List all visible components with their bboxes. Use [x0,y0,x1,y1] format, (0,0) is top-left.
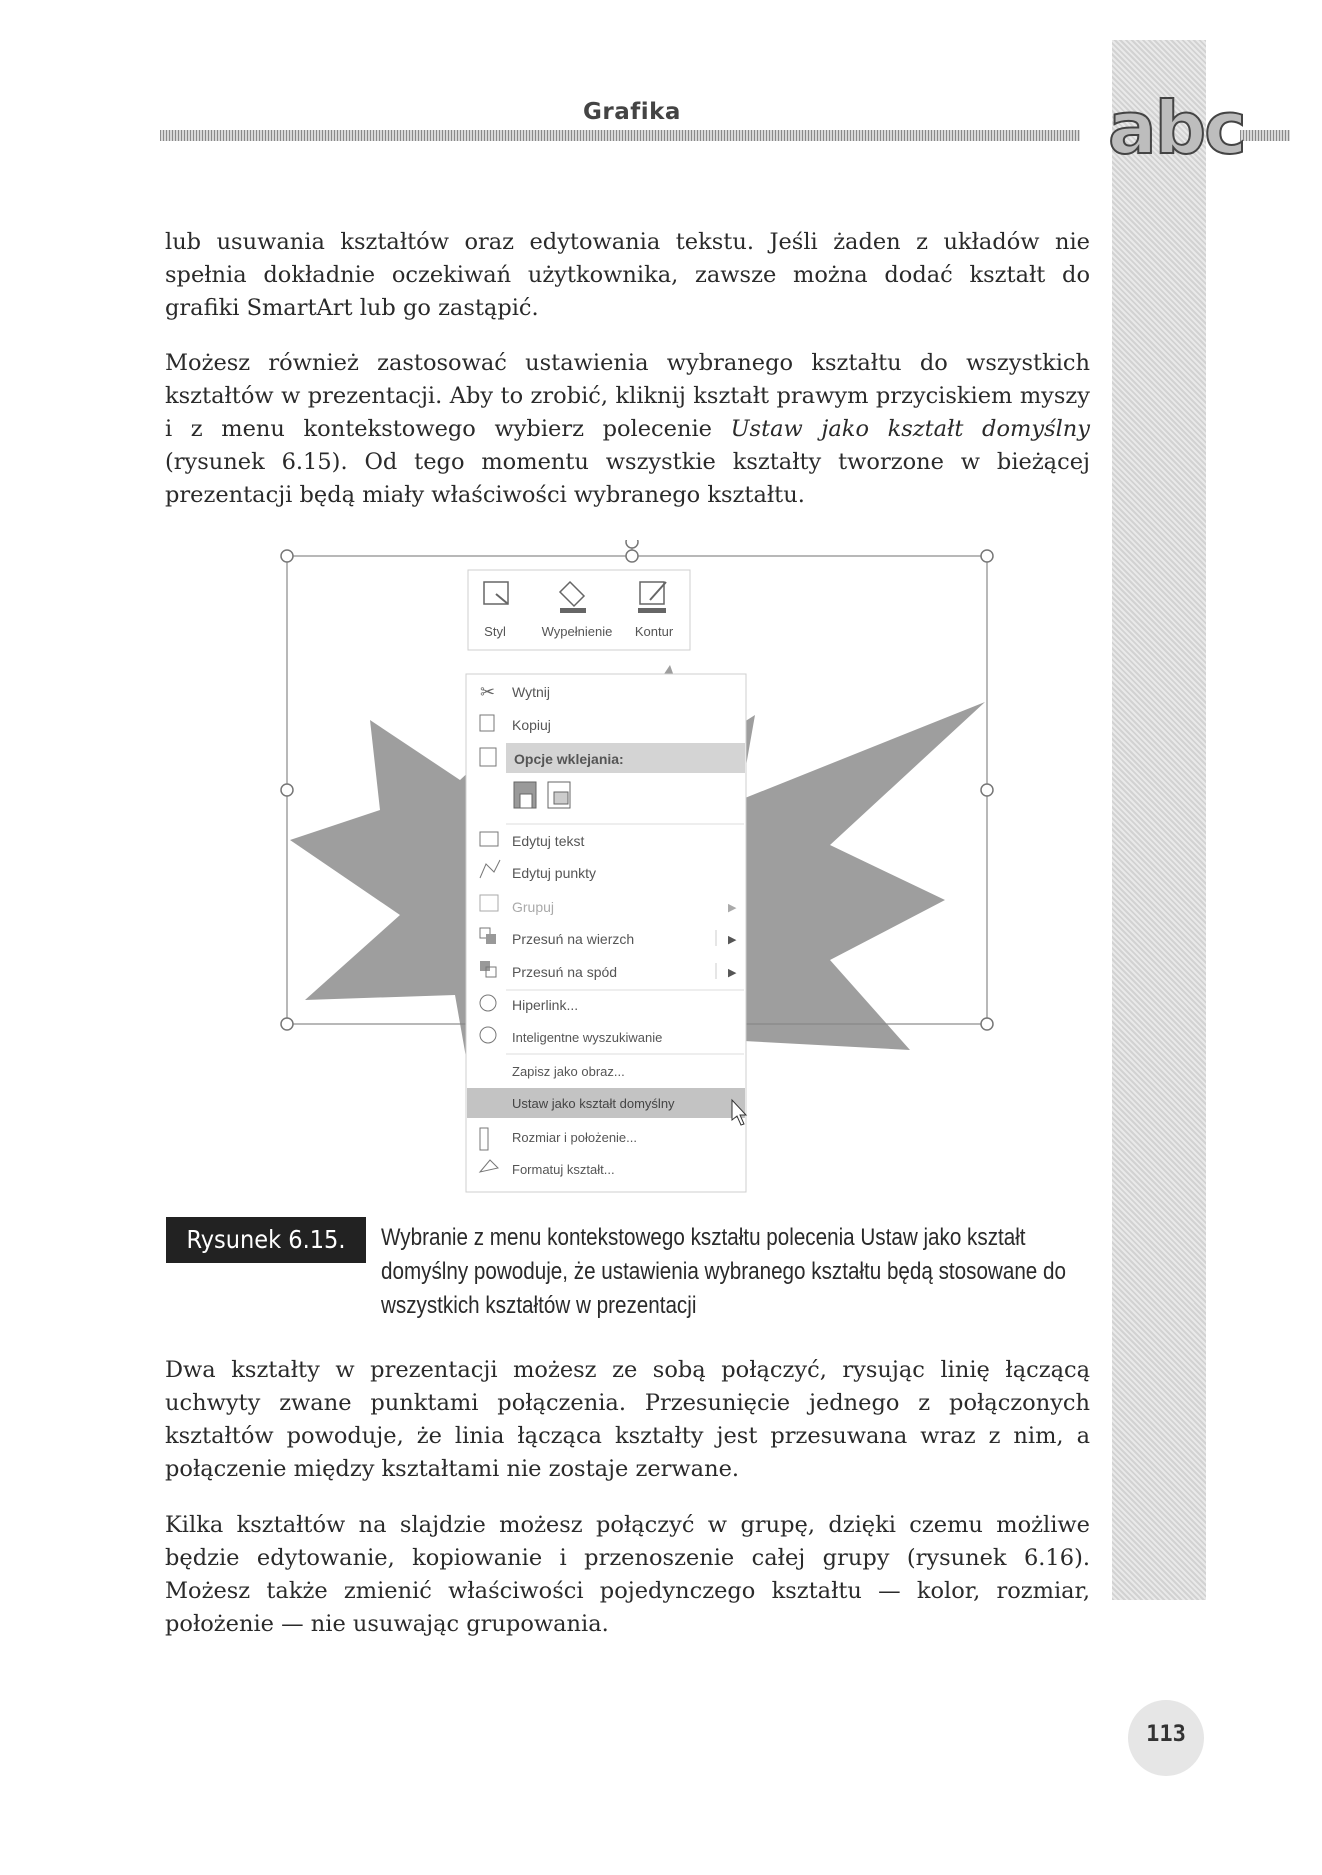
opcje-wklejania-label: Opcje wklejania: [514,751,624,767]
figure-label: Rysunek 6.15. [166,1217,366,1263]
kontur-label: Kontur [634,624,674,639]
paragraph-3: Dwa kształty w prezentacji możesz ze sobą połączyć, rysując linię łączącą uchwyty zwane punktami połączenia. Przesunięcie jednego z połączonych kształtów powoduje, że linia łącząca kształty jest przesuwana wraz z nim, a połączenie między kształtami nie zostaje zerwane. [165,1357,1090,1482]
fill-color-bar-icon [560,608,586,613]
resize-handle-left [281,784,293,796]
header-rule-right [1240,130,1290,141]
rozmiar-label: Rozmiar i położenie... [512,1130,637,1145]
resize-handle-bottom-right [981,1018,993,1030]
mini-toolbar [468,570,690,650]
side-decoration-band [1112,40,1206,1600]
abc-logo: abc [1108,86,1245,170]
kopiuj-label: Kopiuj [512,717,551,733]
figure-6-15 [270,540,1000,1200]
grupuj-label: Grupuj [512,899,555,915]
resize-handle-top-right [981,550,993,562]
figure-caption: Wybranie z menu kontekstowego kształtu polecenia Ustaw jako kształt domyślny powoduje, że ustawienia wybranego kształtu będą stosowane do wszystkich kształtów w prezentacji [381,1224,1066,1319]
resize-handle-top-left [281,550,293,562]
edytuj-tekst-label: Edytuj tekst [512,833,585,849]
wytnij-label: Wytnij [512,684,550,700]
figure-illustration [270,540,1000,1200]
menu-item-zapisz-obraz[interactable] [512,1064,625,1079]
page-number: 113 [1146,1722,1186,1747]
resize-handle-right [981,784,993,796]
inteligentne-label: Inteligentne wyszukiwanie [512,1030,663,1045]
edytuj-punkty-label: Edytuj punkty [512,865,597,881]
resize-handle-top [626,550,638,562]
paragraph-1: lub usuwania kształtów oraz edytowania tekstu. Jeśli żaden z układów nie spełnia dokładnie oczekiwań użytkownika, zawsze można dodać kształt do grafiki SmartArt lub go zastąpić. [165,229,1090,321]
paragraph-4: Kilka kształtów na slajdzie możesz połączyć w grupę, dzięki czemu możliwe będzie edytowanie, kopiowanie i przenoszenie całej grupy (rysunek 6.16). Możesz także zmienić właściwości pojedynczego kształtu — kolor, rozmiar, położenie — nie usuwając grupowania. [165,1512,1090,1637]
przesun-na-wierzch-label: Przesuń na wierzch [512,931,635,947]
ustaw-domyslny-label: Ustaw jako kształt domyślny [512,1096,675,1111]
send-back-icon [480,961,490,971]
rotate-handle [626,540,638,548]
header-rule [160,130,1080,141]
submenu-arrow-icon: ▶ [728,967,737,979]
scissors-icon: ✂ [480,682,496,702]
menu-item-opcje-wklejania [480,743,745,773]
paragraph-2-text: Możesz również zastosować ustawienia wybranego kształtu do wszystkich kształtów w prezentacji. Aby to zrobić, kliknij kształt prawym przyciskiem myszy i z menu kontekstowego wybierz polecenie [165,350,1090,442]
menu-item-wytnij[interactable] [480,682,550,702]
resize-handle-bottom-left [281,1018,293,1030]
outline-color-bar-icon [638,608,666,613]
paragraph-2-text-end: (rysunek 6.15). Od tego momentu wszystkie kształty tworzone w bieżącej prezentacji będą miały właściwości wybranego kształtu. [165,449,1090,508]
running-header-title: Grafika [583,99,681,125]
styl-label: Styl [484,624,506,639]
zapisz-obraz-label: Zapisz jako obraz... [512,1064,625,1079]
paragraph-2 [165,347,1090,512]
submenu-arrow-icon: ▶ [728,902,737,914]
context-menu [466,674,746,1192]
submenu-arrow-icon: ▶ [728,934,737,946]
command-name-emphasis: Ustaw jako kształt domyślny [730,416,1090,442]
hiperlink-label: Hiperlink... [512,997,579,1013]
wypelnienie-label: Wypełnienie [541,624,613,639]
przesun-na-spod-label: Przesuń na spód [512,964,618,980]
formatuj-label: Formatuj kształt... [512,1162,615,1177]
